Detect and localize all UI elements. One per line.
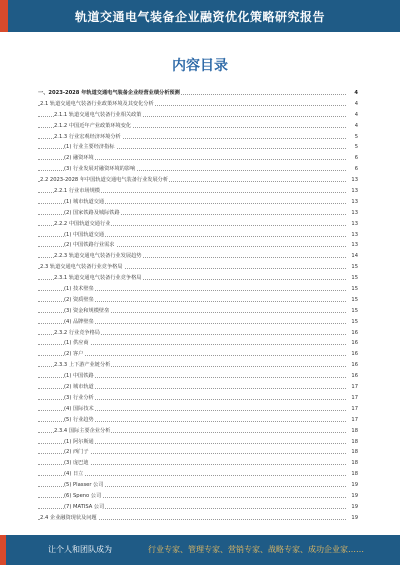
toc-entry-page: 15 (347, 317, 358, 328)
toc-entry[interactable] (38, 338, 358, 349)
toc-entry-label: (1) 供应商 (64, 338, 90, 349)
toc-entry[interactable] (38, 132, 358, 143)
toc-entry-label: 2.1.3 行业宏观经济环境分析 (54, 132, 122, 143)
toc-entry[interactable] (38, 469, 358, 480)
toc-entry-label: (2) 融资环境 (64, 153, 95, 164)
toc-entry-page: 18 (347, 447, 358, 458)
toc-entry-label: (4) 国际技术 (64, 404, 95, 415)
toc-entry[interactable] (38, 273, 358, 284)
toc-entry-page: 17 (347, 415, 358, 426)
toc-entry-page: 5 (347, 142, 358, 153)
toc-entry-label: (4) 品牌壁垒 (64, 317, 95, 328)
toc-entry-page: 15 (347, 273, 358, 284)
toc-entry-label: 2.3 轨道交通电气装备行业竞争格局 (40, 262, 124, 273)
toc-entry[interactable] (38, 197, 358, 208)
toc-entry-page: 4 (347, 88, 358, 99)
toc-entry[interactable] (38, 251, 358, 262)
toc-entry-label: (1) 城市轨道交通 (64, 197, 105, 208)
toc-entry-label: (3) 行业分析 (64, 393, 95, 404)
toc-entry-label: (1) 行业主要经济指标 (64, 142, 116, 153)
toc-entry-label: (2) 中国铁路行业需求 (64, 240, 116, 251)
toc-entry[interactable] (38, 219, 358, 230)
toc-entry-page: 6 (347, 153, 358, 164)
toc-entry[interactable] (38, 284, 358, 295)
toc-heading: 内容目录 (172, 58, 228, 74)
toc-entry[interactable] (38, 360, 358, 371)
footer-bar (0, 535, 400, 565)
toc-entry-page: 15 (347, 295, 358, 306)
footer-slogan: 让个人和团队成为 (48, 545, 112, 554)
toc-entry-page: 16 (347, 328, 358, 339)
toc-entry-page: 17 (347, 393, 358, 404)
toc-entry[interactable] (38, 513, 358, 524)
toc-entry-page: 15 (347, 284, 358, 295)
toc-entry-label: (4) 日立 (64, 469, 84, 480)
toc-entry-label: (5) 行业趋势 (64, 415, 95, 426)
toc-entry[interactable] (38, 110, 358, 121)
toc-entry[interactable] (38, 447, 358, 458)
toc-entry[interactable] (38, 121, 358, 132)
toc-entry-page: 17 (347, 382, 358, 393)
toc-entry-page: 17 (347, 404, 358, 415)
toc-entry-page: 14 (347, 251, 358, 262)
toc-entry[interactable] (38, 164, 358, 175)
toc-entry-page: 19 (347, 513, 358, 524)
toc-entry-label: (1) 阿尔斯通 (64, 437, 95, 448)
toc-entry-page: 18 (347, 458, 358, 469)
toc-entry-page: 15 (347, 306, 358, 317)
toc-entry[interactable] (38, 426, 358, 437)
report-title: 轨道交通电气装备企业融资优化策略研究报告 (74, 10, 325, 24)
table-of-contents (38, 88, 358, 524)
toc-entry[interactable] (38, 175, 358, 186)
toc-entry-label: 2.3.4 国际主要企业分析 (54, 426, 111, 437)
toc-entry-label: 2.3.2 行业竞争格局 (54, 328, 101, 339)
toc-entry-page: 6 (347, 164, 358, 175)
toc-entry-label: (3) 资金和规模壁垒 (64, 306, 110, 317)
toc-entry-label: (7) MATISA 公司 (64, 502, 105, 513)
toc-entry-label: (5) Plasser 公司 (64, 480, 105, 491)
toc-entry-page: 18 (347, 437, 358, 448)
toc-entry[interactable] (38, 404, 358, 415)
toc-entry[interactable] (38, 458, 358, 469)
toc-entry-page: 5 (347, 132, 358, 143)
toc-entry-label: (1) 技术壁垒 (64, 284, 95, 295)
toc-entry-page: 13 (347, 186, 358, 197)
toc-entry-label: 2.4 企业融资现状及问题 (40, 513, 98, 524)
toc-entry[interactable] (38, 153, 358, 164)
toc-entry-label: (2) 国家铁路及城际铁路 (64, 208, 121, 219)
toc-entry-label: 2.2.3 轨道交通电气装备行业发展趋势 (54, 251, 142, 262)
toc-entry-page: 16 (347, 371, 358, 382)
toc-entry-label: (2) 城市轨道 (64, 382, 95, 393)
toc-entry-page: 18 (347, 469, 358, 480)
toc-entry-label: (1) 中国轨道交通 (64, 230, 105, 241)
toc-entry-page: 16 (347, 338, 358, 349)
toc-entry-label: 2.1.2 中国近年产业政策环境变化 (54, 121, 132, 132)
toc-entry[interactable] (38, 240, 358, 251)
toc-entry-page: 19 (347, 491, 358, 502)
footer-accent-stripe (0, 535, 6, 565)
toc-entry[interactable] (38, 415, 358, 426)
toc-entry-label: (2) 客户 (64, 349, 84, 360)
toc-entry[interactable] (38, 99, 358, 110)
toc-entry[interactable] (38, 491, 358, 502)
toc-entry-page: 4 (347, 110, 358, 121)
toc-entry-page: 18 (347, 426, 358, 437)
toc-entry-page: 16 (347, 360, 358, 371)
toc-entry[interactable] (38, 142, 358, 153)
toc-entry-page: 13 (347, 219, 358, 230)
toc-entry-label: (6) Speno 公司 (64, 491, 102, 502)
toc-entry-label: (2) 西门子 (64, 447, 90, 458)
toc-entry[interactable] (38, 186, 358, 197)
toc-entry-label: 2.2.2 中国轨道交通行业 (54, 219, 111, 230)
toc-entry-label: 2.1 轨道交通电气装备行业政策环境及其变化分析 (40, 99, 155, 110)
toc-entry-label: (1) 中国铁路 (64, 371, 95, 382)
toc-entry[interactable] (38, 208, 358, 219)
toc-entry-label: (3) 庞巴迪 (64, 458, 90, 469)
toc-entry-label: 一、2023-2028 年轨道交通电气装备企业经营业绩分析预测 (38, 88, 181, 99)
toc-entry-page: 13 (347, 240, 358, 251)
toc-entry[interactable] (38, 371, 358, 382)
toc-entry-label: (3) 行业发展对融资环境的影响 (64, 164, 136, 175)
toc-entry[interactable] (38, 317, 358, 328)
toc-entry[interactable] (38, 382, 358, 393)
toc-entry-label: 2.2.1 行业市场规模 (54, 186, 101, 197)
toc-entry-page: 4 (347, 99, 358, 110)
toc-entry-page: 13 (347, 197, 358, 208)
toc-entry-page: 19 (347, 480, 358, 491)
toc-entry-page: 4 (347, 121, 358, 132)
toc-entry[interactable] (38, 328, 358, 339)
toc-entry-label: (2) 资质壁垒 (64, 295, 95, 306)
toc-entry-label: 2.3.1 轨道交通电气装备行业竞争格局 (54, 273, 142, 284)
toc-entry-page: 19 (347, 502, 358, 513)
toc-entry[interactable] (38, 437, 358, 448)
toc-entry-label: 2.1.1 轨道交通电气装备行业相关政策 (54, 110, 142, 121)
toc-entry[interactable] (38, 88, 358, 99)
toc-entry-label: 2.2 2023-2028 年中国轨道交通电气装备行业发展分析 (40, 175, 169, 186)
toc-entry[interactable] (38, 349, 358, 360)
toc-entry-page: 13 (347, 208, 358, 219)
toc-entry[interactable] (38, 306, 358, 317)
toc-entry[interactable] (38, 502, 358, 513)
toc-entry[interactable] (38, 262, 358, 273)
toc-entry[interactable] (38, 295, 358, 306)
toc-entry[interactable] (38, 393, 358, 404)
toc-entry-page: 13 (347, 175, 358, 186)
toc-entry-label: 2.3.3 上下游产业链分析 (54, 360, 111, 371)
footer-roles: 行业专家、管理专家、营销专家、战略专家、成功企业家…… (148, 545, 364, 554)
toc-entry-page: 15 (347, 262, 358, 273)
toc-entry-page: 13 (347, 230, 358, 241)
toc-entry-page: 16 (347, 349, 358, 360)
header-bar (0, 0, 400, 32)
toc-entry[interactable] (38, 230, 358, 241)
toc-entry[interactable] (38, 480, 358, 491)
